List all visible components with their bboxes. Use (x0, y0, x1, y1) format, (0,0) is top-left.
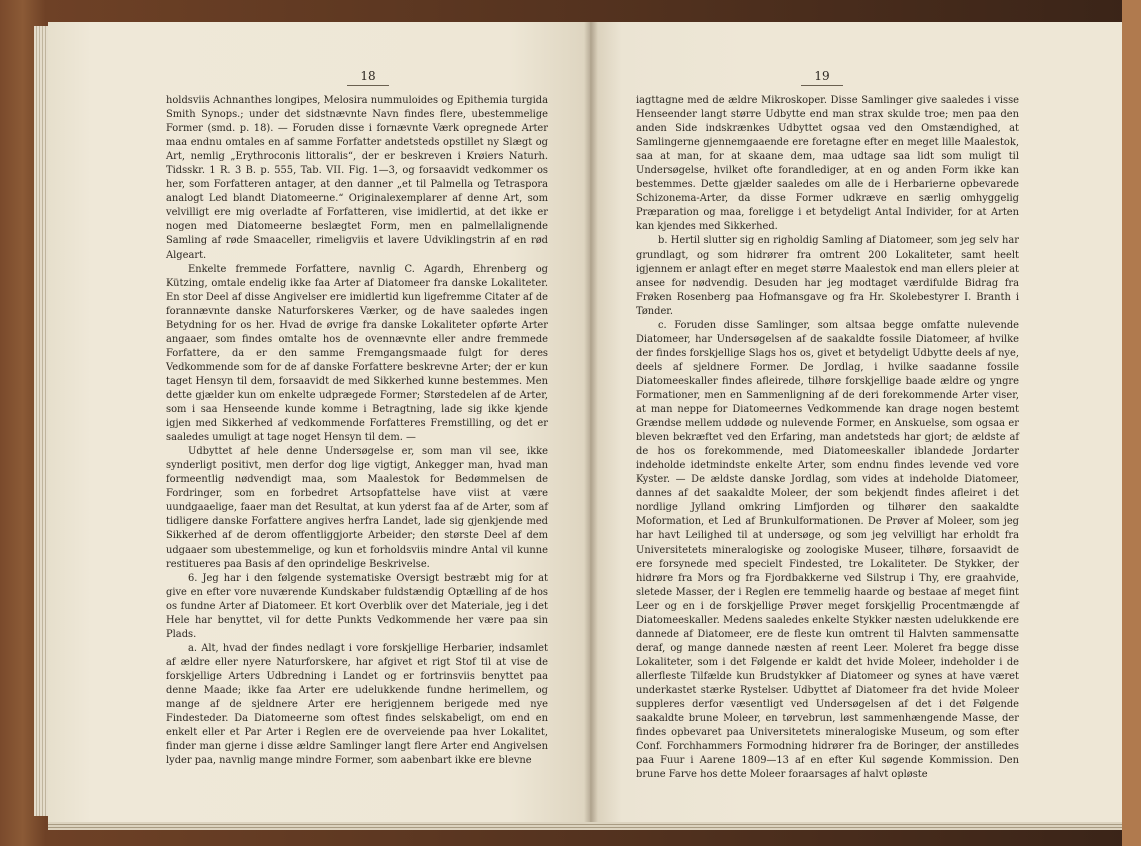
page-number-rule (347, 85, 389, 86)
paragraph: c. Foruden disse Samlinger, som altsaa begge omfatte nulevende Diatomeer, har Undersøgelsen af de saakaldte fossile Diatomeer, af hvilke der findes forskjellige Slags hos os, givet et betydeligt Udbytte deels af nye, deels af sjeldnere Former. De Jordlag, i hvilke saadanne fossile Diatomeeskaller findes afleirede, tilhøre forskjellige baade ældre og yngre Formationer, men en Sammenligning af de deri forekommende Arter viser, at man neppe for Diatomeernes Vedkommende kan drage nogen bestemt Grændse mellem uddøde og nulevende Former, en Anskuelse, som ogsaa er bleven bekræftet ved den Erfaring, man andetsteds har gjort; de ældste af de hos os forekommende, med Diatomeeskaller iblandede Jordarter indeholde idetmindste enkelte Arter, som endnu findes levende ved vore Kyster. — De ældste danske Jordlag, som vides at indeholde Diatomeer, dannes af det saakaldte Moleer, der som bekjendt findes afleiret i det nordlige Jylland omkring Limfjorden og tilhører den saakaldte Moformation, et Led af Brunkulformationen. De Prøver af Moleer, som jeg har havt Leilighed til at undersøge, og som jeg velvilligt har erholdt fra Universitetets mineralogiske og zoologiske Museer, tilhøre, forsaavidt de ere forsynede med specielt Findested, tre Lokaliteter. De Stykker, der hidrøre fra Mors og fra Fjordbakkerne ved Silstrup i Thy, ere graahvide, sletede Masser, der i Reglen ere temmelig haarde og bestaae af meget fiint Leer og en i de forskjellige Prøver meget forskjellig Procentmængde af Diatomeeskaller. Medens saaledes enkelte Stykker næsten udelukkende ere dannede af Diatomeer, ere de fleste kun omtrent til Halvten sammensatte deraf, og mange dannede næsten af reent Leer. Moleret fra begge disse Lokaliteter, som i det Følgende er kaldt det hvide Moleer, indeholder i de allerfleste Tilfælde kun Brudstykker af Diatomeer og synes at have været underkastet stærke Rystelser. Udbyttet af Diatomeer fra det hvide Moleer suppleres derfor væsentligt ved Undersøgelsen af det i det Følgende saakaldte brune Moleer, en tørvebrun, løst sammenhængende Masse, der findes opbevaret paa Universitetets mineralogiske Museum, og som efter Conf. Forchhammers Formodning hidrører fra de Boringer, der anstilledes paa Fuur i Aarene 1809—13 af en efter Kul søgende Kommission. Den brune Farve hos dette Moleer foraarsages af halvt opløste (636, 319, 1019, 781)
right-page (590, 22, 1122, 822)
page-edges-left (34, 26, 48, 816)
paragraph: Enkelte fremmede Forfattere, navnlig C. Agardh, Ehrenberg og Kützing, omtale endelig ikke faa Arter af Diatomeer fra danske Lokaliteter. En stor Deel af disse Angivelser ere imidlertid kun ligefremme Citater af de forannævnte danske Naturforskeres Værker, og de have saaledes ingen Betydning for os her. Hvad de øvrige fra danske Lokaliteter opførte Arter angaaer, som findes omtalte hos de ovennævnte eller andre fremmede Forfattere, da er den samme Fremgangsmaade fulgt for deres Vedkommende som for de af danske Forfattere beskrevne Arter; der er kun taget Hensyn til dem, forsaavidt de med Sikkerhed kunne bestemmes. Men dette gjælder kun om enkelte udprægede Former; Størstedelen af de Arter, som i saa Henseende kunde komme i Betragtning, lade sig ikke kjende igjen med Sikkerhed af vedkommende Forfatteres Fremstilling, og det er saaledes umuligt at tage noget Hensyn til dem. — (166, 263, 548, 444)
page-text (636, 94, 1019, 782)
page-edges-bottom (48, 822, 1122, 830)
paragraph: iagttagne med de ældre Mikroskoper. Disse Samlinger give saaledes i visse Henseender langt større Udbytte end man strax skulde troe; men paa den anden Side indskrænkes Udbyttet ogsaa ved den Omstændighed, at Samlingerne gjennemgaaende ere foretagne efter en meget lille Maalestok, saa at man, for at skaane dem, maa udtage saa lidt som muligt til Undersøgelse, hvilket ofte forandlediger, at en og anden Form ikke kan bestemmes. Dette gjælder saaledes om alle de i Herbarierne opbevarede Schizonema-Arter, da disse Former udkræve en særlig omhyggelig Præparation og maa, foreligge i et betydeligt Antal Individer, for at Arten kan kjendes med Sikkerhed. (636, 95, 1019, 233)
paragraph: a. Alt, hvad der findes nedlagt i vore forskjellige Herbarier, indsamlet af ældre eller nyere Naturforskere, har afgivet et rigt Stof til at vise de forskjellige Arters Udbredning i Landet og er fortrinsviis benyttet paa denne Maade; ikke faa Arter ere udelukkende fundne herimellem, og mange af de sjeldnere Arter ere herigjennem berigede med nye Findesteder. Da Diatomeerne som oftest findes selskabeligt, om end en enkelt eller et Par Arter i Reglen ere de overveiende paa hver Lokalitet, finder man gjerne i disse ældre Samlinger langt flere Arter end Angivelsen lyder paa, navnlig mange mindre Former, som aabenbart ikke ere blevne (166, 642, 548, 767)
paragraph: holdsviis Achnanthes longipes, Melosira nummuloides og Epithemia turgida Smith Synops.; under det sidstnævnte Navn findes flere, ubestemmelige Former (smd. p. 18). — Foruden disse i fornævnte Værk opregnede Arter maa endnu omtales en af samme Forfatter andetsteds opstillet ny Slægt og Art, nemlig „Erythroconis littoralis“, der er beskreven i Krøiers Naturh. Tidsskr. 1 R. 3 B. p. 555, Tab. VII. Fig. 1—3, og forsaavidt vedkommer os her, som Forfatteren antager, at den danner „et til Palmella og Tetraspora analogt Led blandt Diatomeerne.“ Originalexemplarer af denne Art, som velvilligt ere mig overladte af Forfatteren, vise imidlertid, at det ikke er nogen med Diatomeerne beslægtet Form, men en palmellalignende Samling af røde Smaaceller, rimeligviis et lavere Udviklingstrin af en rød Algeart. (166, 95, 548, 261)
book-gutter (584, 22, 598, 822)
left-page (48, 22, 590, 822)
page-number: 18 (360, 69, 376, 83)
book-cover-edge (1122, 0, 1141, 846)
page-text (166, 94, 548, 768)
paragraph: Udbyttet af hele denne Undersøgelse er, som man vil see, ikke synderligt positivt, men derfor dog lige vigtigt, Ankegger man, hvad man formeentlig nødvendigt maa, som Maalestok for Bedømmelsen de Fordringer, som en forbedret Artsopfattelse have viist at være uundgaaelige, faaer man det Resultat, at kun yderst faa af de Arter, som af tidligere danske Forfattere angives herfra Landet, lade sig gjenkjende med Sikkerhed af de derom offentliggjorte Arbeider; den største Deel af dem udgaaer som ubestemmelige, og kun et forholdsviis mindre Antal vil kunne restitueres paa Basis af den oprindelige Beskrivelse. (166, 446, 548, 570)
paragraph: 6. Jeg har i den følgende systematiske Oversigt bestræbt mig for at give en efter vore nuværende Kundskaber fuldstændig Optælling af de hos os fundne Arter af Diatomeer. Et kort Overblik over det Materiale, jeg i det Hele har benyttet, vil for dette Punkts Vedkommende her være paa sin Plads. (166, 572, 548, 640)
page-number-rule (801, 85, 843, 86)
page-number: 19 (814, 69, 830, 83)
paragraph: b. Hertil slutter sig en righoldig Samling af Diatomeer, som jeg selv har grundlagt, og som hidrører fra omtrent 200 Lokaliteter, samt heelt igjennem er anlagt efter en meget større Maalestok end man ellers pleier at ansee for nødvendig. Desuden har jeg modtaget værdifulde Bidrag fra Frøken Rosenberg paa Hofmansgave og fra Hr. Skolebestyrer I. Branth i Tønder. (636, 235, 1019, 317)
